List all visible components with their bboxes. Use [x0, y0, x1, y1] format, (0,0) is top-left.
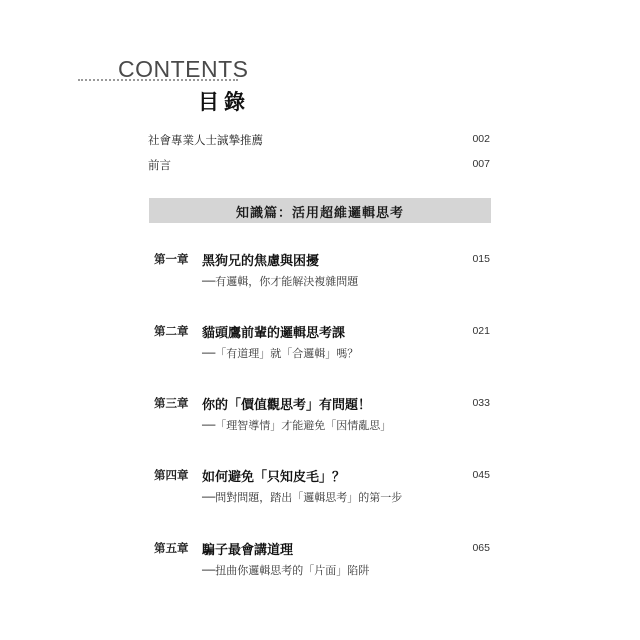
chapter-number: 第三章	[154, 396, 189, 410]
chapter-page: 033	[472, 397, 490, 409]
chapter-page: 015	[472, 253, 490, 265]
contents-heading-en: CONTENTS	[118, 56, 249, 82]
toc-chapter-4[interactable]	[154, 466, 490, 512]
toc-chapter-2[interactable]	[154, 322, 490, 368]
chapter-subtitle: ──有邏輯，你才能解決複雜問題	[202, 275, 359, 288]
chapter-page: 045	[472, 469, 490, 481]
toc-entry-label: 前言	[148, 158, 171, 172]
chapter-subtitle: ──「有道理」就「合邏輯」嗎？	[202, 347, 359, 360]
chapter-title: 貓頭鷹前輩的邏輯思考課	[202, 326, 346, 341]
chapter-number: 第二章	[154, 324, 189, 338]
chapter-title: 黑狗兄的焦慮與困擾	[202, 254, 320, 269]
toc-entry-recommendations[interactable]	[148, 132, 490, 150]
chapter-subtitle: ──扭曲你邏輯思考的「片面」陷阱	[202, 564, 370, 577]
toc-entry-label: 社會專業人士誠摯推薦	[148, 133, 263, 147]
chapter-subtitle: ──問對問題，踏出「邏輯思考」的第一步	[202, 491, 403, 504]
toc-chapter-1[interactable]	[154, 250, 490, 296]
section-title: 知識篇：活用超維邏輯思考	[235, 206, 404, 221]
toc-entry-page: 002	[472, 133, 490, 145]
chapter-number: 第四章	[154, 468, 189, 482]
toc-entry-page: 007	[472, 158, 490, 170]
chapter-title: 騙子最會講道理	[202, 543, 294, 558]
toc-entry-preface[interactable]	[148, 157, 490, 175]
section-banner	[149, 198, 491, 223]
toc-chapter-3[interactable]	[154, 394, 490, 440]
chapter-title: 如何避免「只知皮毛」？	[202, 470, 346, 485]
chapter-page: 065	[472, 542, 490, 554]
chapter-number: 第五章	[154, 541, 189, 555]
chapter-number: 第一章	[154, 252, 189, 266]
chapter-subtitle: ──「理智導情」才能避免「因情亂思」	[202, 419, 392, 432]
contents-heading-zh: 目錄	[198, 90, 250, 114]
chapter-page: 021	[472, 325, 490, 337]
toc-chapter-5[interactable]	[154, 539, 490, 585]
chapter-title: 你的「價值觀思考」有問題！	[202, 398, 372, 413]
